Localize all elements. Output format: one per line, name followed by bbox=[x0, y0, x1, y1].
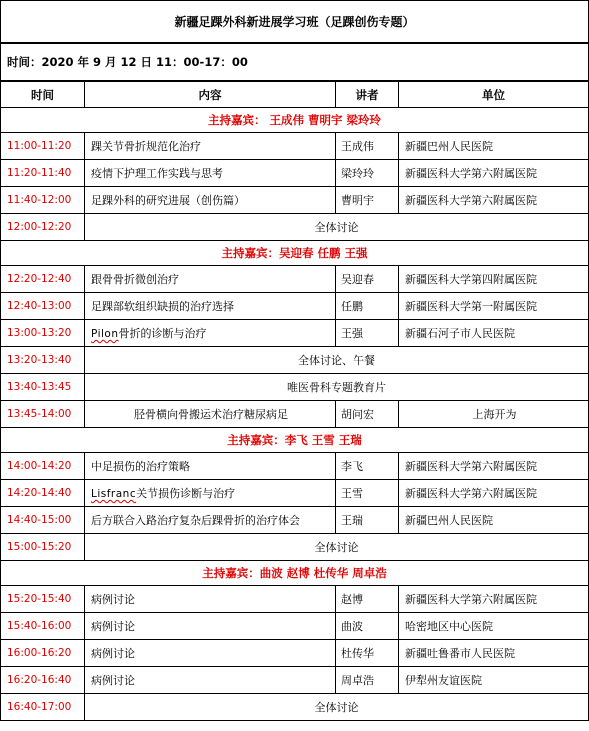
unit-cell: 哈密地区中心医院 bbox=[399, 613, 589, 640]
content-cell: 足踝外科的研究进展（创伤篇） bbox=[85, 187, 336, 214]
content-cell: 跟骨骨折微创治疗 bbox=[85, 266, 336, 293]
time-cell: 12:40-13:00 bbox=[1, 293, 85, 320]
header-content: 内容 bbox=[85, 81, 336, 108]
speaker-cell: 赵博 bbox=[336, 586, 399, 613]
unit-cell: 新疆医科大学第六附属医院 bbox=[399, 187, 589, 214]
table-row bbox=[1, 453, 589, 480]
content-cell: 疫情下护理工作实践与思考 bbox=[85, 160, 336, 187]
content-text: 关节损伤诊断与治疗 bbox=[136, 487, 236, 500]
content-cell: 病例讨论 bbox=[85, 586, 336, 613]
unit-cell: 新疆巴州人民医院 bbox=[399, 133, 589, 160]
table-row bbox=[1, 613, 589, 640]
speaker-cell: 王雪 bbox=[336, 480, 399, 507]
speaker-cell: 任鹏 bbox=[336, 293, 399, 320]
unit-cell: 新疆医科大学第六附属医院 bbox=[399, 586, 589, 613]
discussion-cell: 全体讨论 bbox=[85, 214, 589, 241]
table-row bbox=[1, 347, 589, 374]
table-row bbox=[1, 586, 589, 613]
header-speaker: 讲者 bbox=[336, 81, 399, 108]
discussion-cell: 全体讨论、午餐 bbox=[85, 347, 589, 374]
speaker-cell: 胡问宏 bbox=[336, 401, 399, 428]
content-text: 骨折的诊断与治疗 bbox=[118, 327, 207, 340]
unit-cell: 新疆医科大学第六附属医院 bbox=[399, 453, 589, 480]
datetime-row bbox=[1, 43, 589, 81]
time-cell: 11:00-11:20 bbox=[1, 133, 85, 160]
time-cell: 14:40-15:00 bbox=[1, 507, 85, 534]
table-row bbox=[1, 293, 589, 320]
table-row bbox=[1, 534, 589, 561]
table-row bbox=[1, 214, 589, 241]
table-row bbox=[1, 667, 589, 694]
content-cell: 病例讨论 bbox=[85, 667, 336, 694]
speaker-cell: 曲波 bbox=[336, 613, 399, 640]
time-cell: 13:00-13:20 bbox=[1, 320, 85, 347]
content-cell: 踝关节骨折规范化治疗 bbox=[85, 133, 336, 160]
time-cell: 15:40-16:00 bbox=[1, 613, 85, 640]
page-title: 新疆足踝外科新进展学习班（足踝创伤专题） bbox=[1, 1, 589, 44]
content-cell: 病例讨论 bbox=[85, 640, 336, 667]
table-row bbox=[1, 187, 589, 214]
unit-cell: 伊犁州友谊医院 bbox=[399, 667, 589, 694]
time-cell: 13:20-13:40 bbox=[1, 347, 85, 374]
table-row bbox=[1, 266, 589, 293]
video-cell: 唯医骨科专题教育片 bbox=[85, 374, 589, 401]
header-time: 时间 bbox=[1, 81, 85, 108]
speaker-cell: 梁玲玲 bbox=[336, 160, 399, 187]
unit-cell: 新疆医科大学第四附属医院 bbox=[399, 266, 589, 293]
time-cell: 11:40-12:00 bbox=[1, 187, 85, 214]
time-cell: 12:20-12:40 bbox=[1, 266, 85, 293]
time-cell: 13:40-13:45 bbox=[1, 374, 85, 401]
table-row bbox=[1, 694, 589, 721]
time-cell: 16:00-16:20 bbox=[1, 640, 85, 667]
content-cell bbox=[85, 480, 336, 507]
time-cell: 12:00-12:20 bbox=[1, 214, 85, 241]
content-cell bbox=[85, 320, 336, 347]
session-host: 主持嘉宾：曲波 赵博 杜传华 周卓浩 bbox=[1, 561, 589, 586]
discussion-cell: 全体讨论 bbox=[85, 694, 589, 721]
content-cell: 胫骨横向骨搬运术治疗糖尿病足 bbox=[85, 401, 336, 428]
unit-cell: 新疆石河子市人民医院 bbox=[399, 320, 589, 347]
spellcheck-word: Lisfranc bbox=[91, 488, 137, 500]
table-row bbox=[1, 640, 589, 667]
speaker-cell: 杜传华 bbox=[336, 640, 399, 667]
table-row bbox=[1, 160, 589, 187]
unit-cell: 上海开为 bbox=[399, 401, 589, 428]
content-cell: 足踝部软组织缺损的治疗选择 bbox=[85, 293, 336, 320]
time-cell: 11:20-11:40 bbox=[1, 160, 85, 187]
table-header-row bbox=[1, 81, 589, 108]
unit-cell: 新疆吐鲁番市人民医院 bbox=[399, 640, 589, 667]
table-row bbox=[1, 401, 589, 428]
spellcheck-word: Pilon bbox=[91, 328, 119, 340]
host-row bbox=[1, 241, 589, 266]
title-row bbox=[1, 1, 589, 44]
time-cell: 14:00-14:20 bbox=[1, 453, 85, 480]
session-host: 主持嘉宾：吴迎春 任鹏 王强 bbox=[1, 241, 589, 266]
time-cell: 15:00-15:20 bbox=[1, 534, 85, 561]
host-row bbox=[1, 108, 589, 133]
speaker-cell: 周卓浩 bbox=[336, 667, 399, 694]
host-row bbox=[1, 561, 589, 586]
content-cell: 后方联合入路治疗复杂后踝骨折的治疗体会 bbox=[85, 507, 336, 534]
unit-cell: 新疆医科大学第六附属医院 bbox=[399, 480, 589, 507]
host-row bbox=[1, 428, 589, 453]
content-cell: 病例讨论 bbox=[85, 613, 336, 640]
table-row bbox=[1, 507, 589, 534]
time-cell: 13:45-14:00 bbox=[1, 401, 85, 428]
table-row bbox=[1, 374, 589, 401]
session-host: 主持嘉宾： 王成伟 曹明宇 梁玲玲 bbox=[1, 108, 589, 133]
time-cell: 16:20-16:40 bbox=[1, 667, 85, 694]
header-unit: 单位 bbox=[399, 81, 589, 108]
time-cell: 15:20-15:40 bbox=[1, 586, 85, 613]
session-host: 主持嘉宾：李飞 王雪 王瑞 bbox=[1, 428, 589, 453]
unit-cell: 新疆医科大学第六附属医院 bbox=[399, 160, 589, 187]
speaker-cell: 曹明宇 bbox=[336, 187, 399, 214]
content-cell: 中足损伤的治疗策略 bbox=[85, 453, 336, 480]
time-cell: 14:20-14:40 bbox=[1, 480, 85, 507]
table-row bbox=[1, 480, 589, 507]
table-row bbox=[1, 133, 589, 160]
unit-cell: 新疆医科大学第一附属医院 bbox=[399, 293, 589, 320]
event-datetime: 时间：2020 年 9 月 12 日 11：00-17：00 bbox=[1, 43, 589, 81]
speaker-cell: 王瑞 bbox=[336, 507, 399, 534]
unit-cell: 新疆巴州人民医院 bbox=[399, 507, 589, 534]
speaker-cell: 吴迎春 bbox=[336, 266, 399, 293]
time-cell: 16:40-17:00 bbox=[1, 694, 85, 721]
speaker-cell: 李飞 bbox=[336, 453, 399, 480]
table-row bbox=[1, 320, 589, 347]
speaker-cell: 王成伟 bbox=[336, 133, 399, 160]
speaker-cell: 王强 bbox=[336, 320, 399, 347]
discussion-cell: 全体讨论 bbox=[85, 534, 589, 561]
